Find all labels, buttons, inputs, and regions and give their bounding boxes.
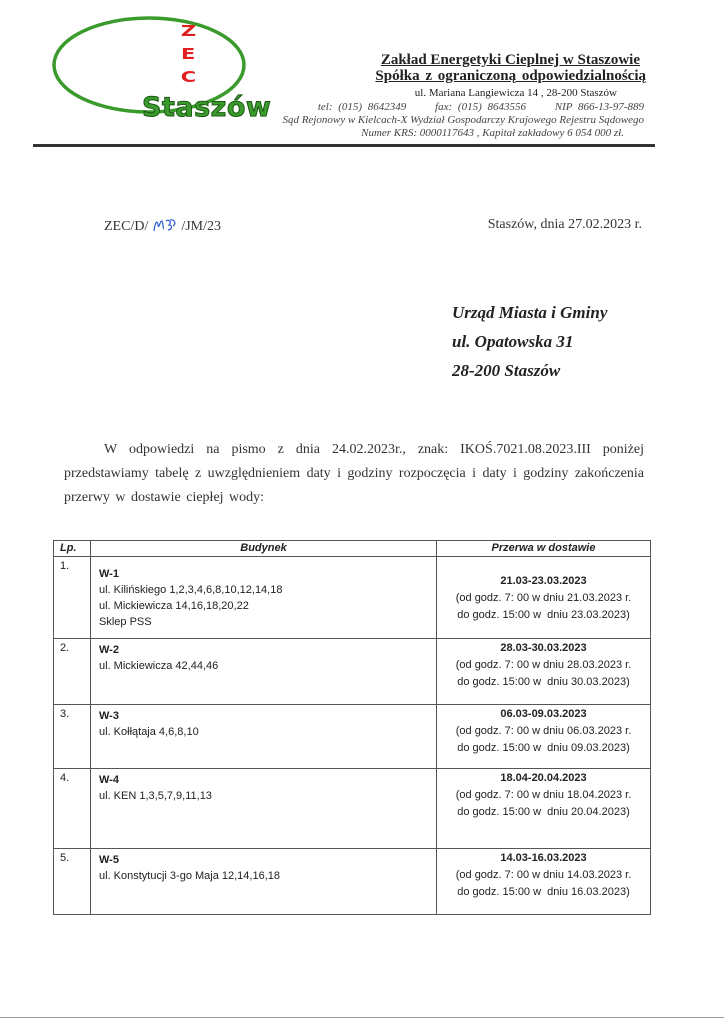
building-code: W-3 [99, 710, 119, 722]
building-address: ul. Konstytucji 3-go Maja 12,14,16,18 [99, 870, 281, 882]
break-start: (od godz. 7: 00 w dniu 06.03.2023 r. [455, 725, 632, 737]
reference-number [104, 217, 221, 235]
row-number: 4. [54, 769, 91, 849]
company-contact: tel: (015) 8642349 fax: (015) 8643556 NIP 866-13-97-889 [317, 101, 644, 113]
break-cell [437, 557, 651, 639]
reference-prefix: ZEC/D/ [104, 219, 149, 234]
recipient-street: ul. Opatowska 31 [452, 332, 574, 351]
break-end: do godz. 15:00 w dniu 20.04.2023) [457, 806, 630, 818]
building-address: ul. KEN 1,3,5,7,9,11,13 [99, 790, 212, 802]
building-code: W-5 [99, 854, 119, 866]
reference-suffix: /JM/23 [181, 219, 222, 234]
company-court-registry: Sąd Rejonowy w Kielcach-X Wydział Gospodarczy Krajowego Rejestru Sądowego [282, 114, 644, 126]
company-address: ul. Mariana Langiewicza 14 , 28-200 Staszów [414, 87, 617, 99]
building-code: W-4 [99, 774, 119, 786]
break-start: (od godz. 7: 00 w dniu 28.03.2023 r. [455, 659, 632, 671]
building-address: ul. Mickiewicza 42,44,46 [99, 660, 219, 672]
table-row [54, 557, 651, 639]
row-number: 1. [54, 557, 91, 639]
building-cell [91, 849, 437, 915]
building-code: W-1 [99, 568, 119, 580]
building-cell [91, 557, 437, 639]
break-date-range: 28.03-30.03.2023 [500, 642, 587, 654]
recipient-name: Urząd Miasta i Gminy [452, 303, 608, 322]
break-date-range: 18.04-20.04.2023 [500, 772, 587, 784]
break-start: (od godz. 7: 00 w dniu 14.03.2023 r. [455, 869, 632, 881]
row-number: 5. [54, 849, 91, 915]
building-cell [91, 769, 437, 849]
break-cell [437, 639, 651, 705]
row-number: 2. [54, 639, 91, 705]
company-name-line2: Spółka z ograniczoną odpowiedzialnością [375, 68, 646, 84]
break-end: do godz. 15:00 w dniu 09.03.2023) [457, 742, 630, 754]
building-address: Sklep PSS [99, 616, 152, 628]
break-date-range: 14.03-16.03.2023 [500, 852, 587, 864]
break-cell [437, 769, 651, 849]
building-code: W-2 [99, 644, 119, 656]
column-header-building: Budynek [91, 541, 437, 557]
recipient-city: 28-200 Staszów [452, 361, 561, 380]
table-row [54, 705, 651, 769]
letter-date: Staszów, dnia 27.02.2023 r. [487, 217, 642, 232]
table-header-row [54, 541, 651, 557]
row-number: 3. [54, 705, 91, 769]
table-row [54, 769, 651, 849]
break-end: do godz. 15:00 w dniu 23.03.2023) [457, 609, 630, 621]
break-end: do godz. 15:00 w dniu 16.03.2023) [457, 886, 630, 898]
building-cell [91, 639, 437, 705]
company-krs: Numer KRS: 0000117643 , Kapitał zakładowy 6 054 000 zł. [361, 127, 624, 139]
break-cell [437, 705, 651, 769]
building-address: ul. Kołłątaja 4,6,8,10 [99, 726, 199, 738]
building-cell [91, 705, 437, 769]
company-name-line1: Zakład Energetyki Cieplnej w Staszowie [380, 52, 640, 68]
column-header-break: Przerwa w dostawie [437, 541, 651, 557]
company-logo [50, 14, 272, 123]
table-row [54, 639, 651, 705]
logo-letter-c: C [180, 68, 197, 86]
break-start: (od godz. 7: 00 w dniu 21.03.2023 r. [455, 592, 632, 604]
letter-body: W odpowiedzi na pismo z dnia 24.02.2023r., znak: IKOŚ.7021.08.2023.III poniżej przedstawiamy tabelę z uwzględnieniem daty i godziny rozpoczęcia i daty i godziny zakończenia przerwy w dostawie ciepłej wody: [64, 442, 644, 505]
handwritten-number-signature [152, 217, 178, 233]
logo-city-name: Staszów [142, 92, 272, 123]
logo-letter-z: Z [180, 22, 197, 40]
break-date-range: 06.03-09.03.2023 [500, 708, 587, 720]
hot-water-outage-table [53, 540, 651, 915]
column-header-lp: Lp. [54, 541, 91, 557]
break-end: do godz. 15:00 w dniu 30.03.2023) [457, 676, 630, 688]
logo-letter-e: E [180, 45, 196, 63]
page-bottom-edge [0, 1017, 724, 1018]
building-address: ul. Kilińskiego 1,2,3,4,6,8,10,12,14,18 [99, 584, 283, 596]
building-address: ul. Mickiewicza 14,16,18,20,22 [99, 600, 249, 612]
break-date-range: 21.03-23.03.2023 [500, 575, 587, 587]
header-divider [33, 144, 655, 147]
table-row [54, 849, 651, 915]
break-start: (od godz. 7: 00 w dniu 18.04.2023 r. [455, 789, 632, 801]
break-cell [437, 849, 651, 915]
